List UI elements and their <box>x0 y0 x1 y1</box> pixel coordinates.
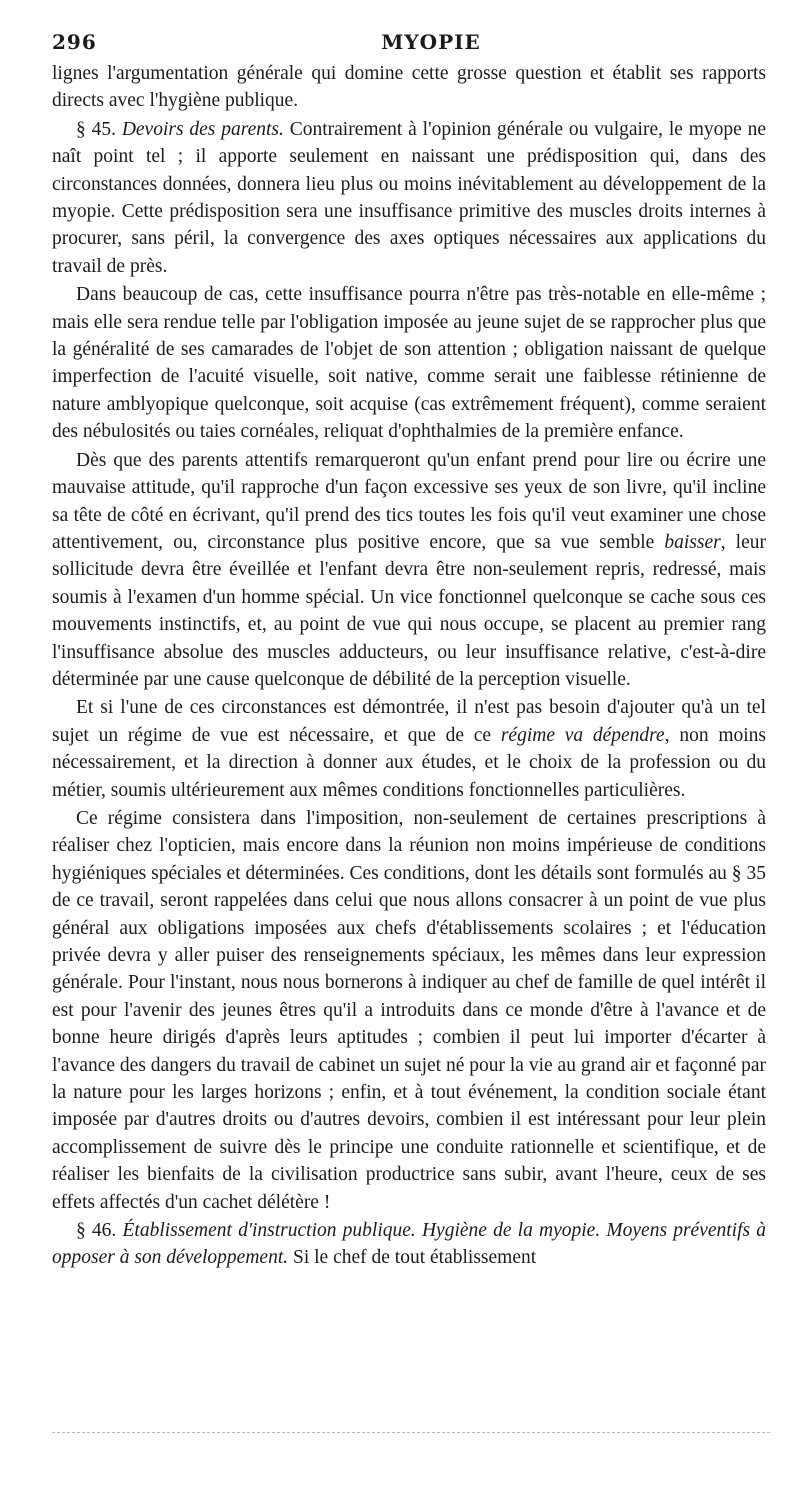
emphasis-text: régime va dépendre <box>500 724 665 746</box>
page-header <box>52 30 770 58</box>
paragraph <box>52 694 766 804</box>
section-title: Devoirs des parents. <box>121 118 284 140</box>
paragraph-text: Contrairement à l'opinion générale ou vulgaire, le myope ne naît point tel ; il apporte seulement en naissant une prédisposition qui, dans des circonstances données, donnera lieu plus ou moins inévitablement au développement de la myopie. Cette prédisposition sera une insuffisance primitive des muscles droits internes à procurer, sans péril, la convergence des axes optiques nécessaires aux applications du travail de près. <box>52 118 767 277</box>
paragraph-text: , leur sollicitude devra être éveillée et l'enfant devra être non-seulement repris, redressé, mais soumis à l'examen d'un homme spécial. Un vice fonctionnel quelconque se cache sous ces mouvements instinctifs, et, au point de vue qui nous occupe, se placent au premier rang l'insuffisance absolue des muscles adducteurs, ou leur insuffisance relative, c'est-à-dire déterminée par une cause quelconque de débilité de la perception visuelle. <box>52 531 766 690</box>
paragraph-text: Si le chef de tout établissement <box>293 1247 537 1269</box>
paragraph: Ce régime consistera dans l'imposition, non-seulement de certaines prescriptions à réaliser chez l'opticien, mais encore dans la réunion non moins impérieuse de conditions hygiéniques spéciales et déterminées. Ces conditions, dont les détails sont formulés au § 35 de ce travail, seront rappelées dans celui que nous allons consacrer à un point de vue plus général aux obligations imposées aux chefs d'établissements scolaires ; et l'éducation privée devra y aller puiser des renseignements spéciaux, les mêmes dans leur expression générale. Pour l'instant, nous nous bornerons à indiquer au chef de famille de quel intérêt il est pour l'avenir des jeunes êtres qu'il a introduits dans ce monde d'être à l'avance et de bonne heure dirigés d'après leurs aptitudes ; combien il peut lui importer d'écarter à l'avance des dangers du travail de cabinet un sujet né pour la vie au grand air et façonné par la nature pour les larges horizons ; enfin, et à tout événement, la condition sociale étant imposée par d'autres droits ou d'autres devoirs, combien il est intéressant pour leur plein accomplissement de suivre dès le principe une conduite rationnelle et scientifique, et de réaliser les bienfaits de la civilisation productrice sans subir, avant l'heure, ceux de ses effets affectés d'un cachet délétère ! <box>52 807 766 1213</box>
paragraph-text: Et si l'une de ces circonstances est démontrée, il n'est pas besoin d'ajouter qu'à un tel sujet un régime de vue est nécessaire, et que de ce <box>52 697 766 746</box>
paragraph-section-46 <box>52 1217 766 1272</box>
emphasis-text: baisser <box>664 531 721 553</box>
footer-divider <box>52 1432 770 1433</box>
paragraph: Dans beaucoup de cas, cette insuffisance pourra n'être pas très-notable en elle-même ; mais elle sera rendue telle par l'obligation imposée au jeune sujet de se rapprocher plus que la généralité de ses camarades de l'objet de son attention ; obligation naissant de quelque imperfection de l'acuité visuelle, soit native, comme serait une faiblesse rétinienne de nature amblyopique quelconque, soit acquise (cas extrêmement fréquent), comme seraient des nébulosités ou taies cornéales, reliquat d'ophthalmies de la première enfance. <box>52 284 766 443</box>
paragraph-section-45 <box>52 116 766 280</box>
section-number: § 45. <box>76 118 116 140</box>
paragraph-continuation: lignes l'argumentation générale qui domine cette grosse question et établit ses rapports directs avec l'hygiène publique. <box>52 63 766 112</box>
body-text <box>52 60 766 1273</box>
section-number: § 46. <box>76 1220 117 1242</box>
section-title: Établissement d'instruction publique. Hygiène de la myopie. Moyens préventifs à opposer à son développement. <box>52 1220 767 1269</box>
running-title: MYOPIE <box>381 30 481 54</box>
page-number: 296 <box>52 30 97 54</box>
paragraph <box>52 447 766 694</box>
paragraph-text: Dès que des parents attentifs remarqueront qu'un enfant prend pour lire ou écrire une mauvaise attitude, qu'il rapproche d'un façon excessive ses yeux de son livre, qu'il incline sa tête de côté en écrivant, qu'il prend des tics toutes les fois qu'il veut examiner une chose attentivement, ou, circonstance plus positive encore, que sa vue semble <box>52 449 766 553</box>
paragraph-text: , non moins nécessairement, et la direction à donner aux études, et le choix de la profession ou du métier, soumis ultérieurement aux mêmes conditions fonctionnelles particulières. <box>52 724 766 801</box>
